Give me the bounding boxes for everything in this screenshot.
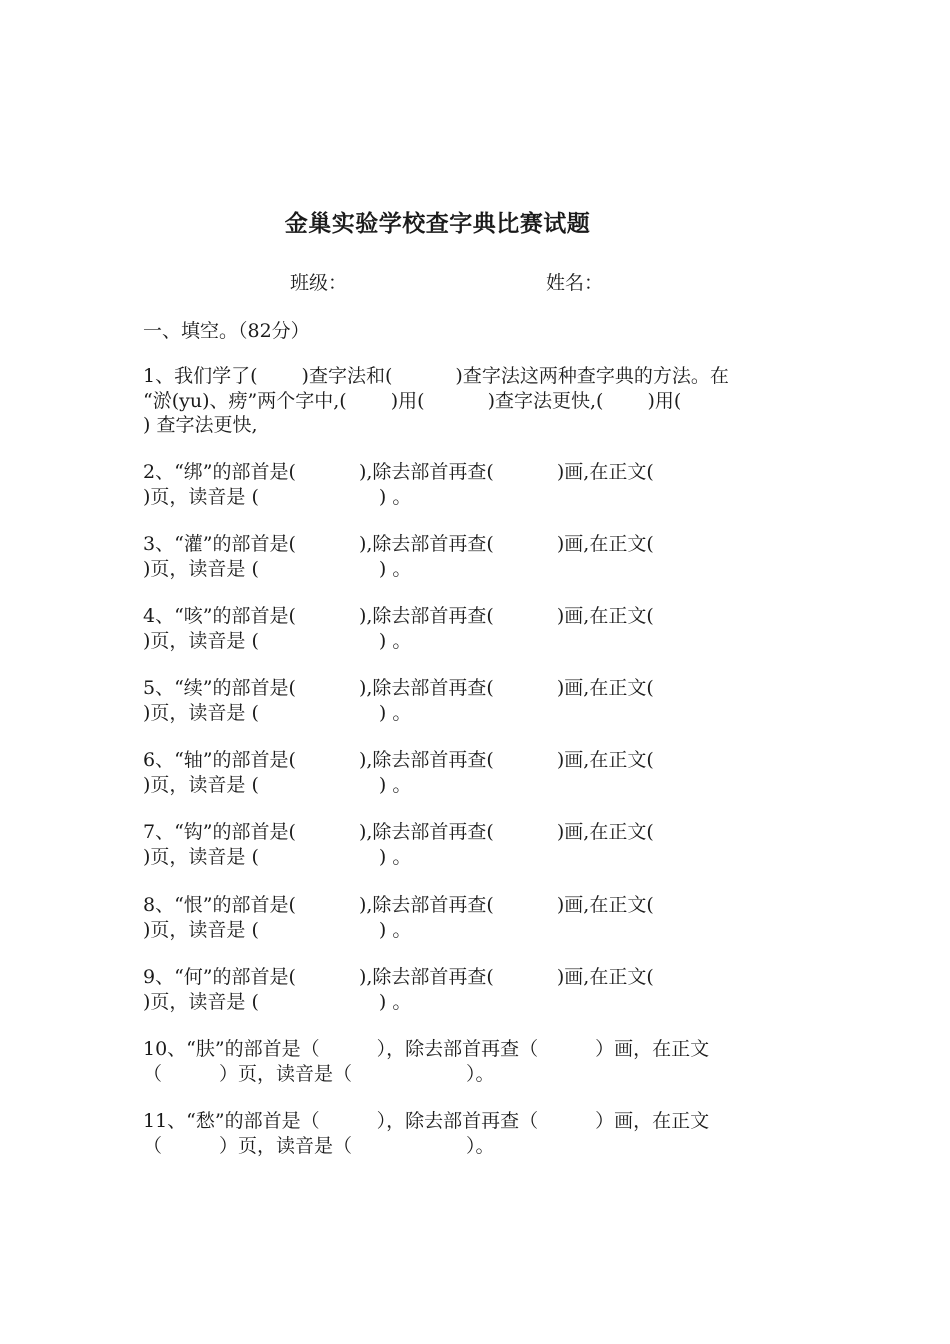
question-line: 6、“轴”的部首是( ),除去部首再查( )画,在正文( [143,749,654,771]
question-line: 1、我们学了( )查字法和( )查字法这两种查字典的方法。在 [143,365,729,387]
question-line: 4、“咳”的部首是( ),除去部首再查( )画,在正文( [143,605,654,627]
question-line: “淤(yu)、痨”两个字中,( )用( )查字法更快,( )用( [143,389,682,412]
question-line: )页，读音是 ( ) 。 [143,485,412,508]
question-line: （ ）页，读音是（ ）。 [143,1134,495,1157]
question-line: 5、“续”的部首是( ),除去部首再查( )画,在正文( [143,677,654,699]
question-line: )页，读音是 ( ) 。 [143,557,412,580]
question-5 [143,676,823,725]
question-3 [143,532,823,581]
class-label: 班级： [290,272,348,294]
question-10 [143,1037,823,1086]
question-line: )页，读音是 ( ) 。 [143,845,412,868]
name-label: 姓名： [546,272,604,294]
question-6 [143,748,823,797]
question-8 [143,893,823,942]
question-line: 3、“灌”的部首是( ),除去部首再查( )画,在正文( [143,533,654,555]
question-line: )页，读音是 ( ) 。 [143,990,412,1013]
question-4 [143,604,823,653]
question-line: 8、“恨”的部首是( ),除去部首再查( )画,在正文( [143,894,654,916]
section-heading: 一、填空。（82分） [143,320,310,342]
question-line: )页，读音是 ( ) 。 [143,918,412,941]
question-11 [143,1109,823,1158]
question-line: ) 查字法更快, [143,414,258,436]
exam-title: 金巢实验学校查字典比赛试题 [284,210,591,237]
question-line: 10、“肤”的部首是（ ），除去部首再查（ ）画，在正文 [143,1038,710,1060]
question-2 [143,460,823,509]
question-line: （ ）页，读音是（ ）。 [143,1062,495,1085]
question-line: 9、“何”的部首是( ),除去部首再查( )画,在正文( [143,966,654,988]
question-line: )页，读音是 ( ) 。 [143,701,412,724]
question-line: 2、“绑”的部首是( ),除去部首再查( )画,在正文( [143,461,654,483]
question-7 [143,820,823,869]
question-line: )页，读音是 ( ) 。 [143,773,412,796]
question-line: 7、“钩”的部首是( ),除去部首再查( )画,在正文( [143,821,654,843]
question-line: 11、“愁”的部首是（ ），除去部首再查（ ）画，在正文 [143,1110,710,1132]
question-1 [143,364,823,438]
question-line: )页，读音是 ( ) 。 [143,629,412,652]
question-9 [143,965,823,1014]
